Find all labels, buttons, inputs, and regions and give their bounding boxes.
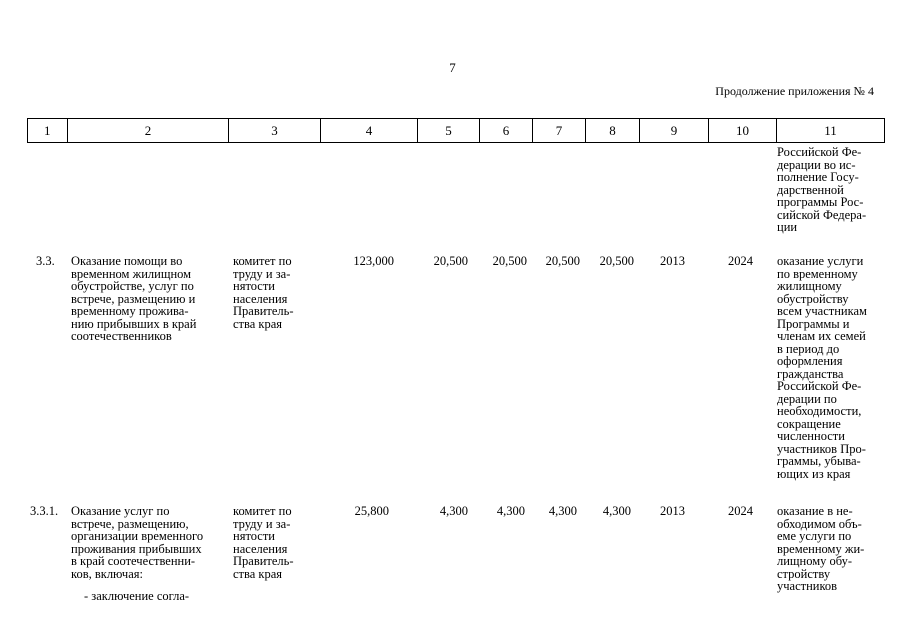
column-header: 11 <box>777 119 885 143</box>
row-year2: 4,300 <box>496 504 525 518</box>
column-header: 7 <box>533 119 586 143</box>
row-end-year: 2024 <box>728 254 753 268</box>
row-year1: 20,500 <box>433 254 468 268</box>
row-result: оказание услуги по временному жилищному обустройству всем участникам Программы и членам их семей в период до оформления гражданства Российской Фе- дерации по необходимости, сокращение численности участников Про- граммы, убыва- ющих из края <box>777 254 867 481</box>
row-result: оказание в не- обходимом объ- еме услуги по временному жи- лищному обу- стройству участников <box>777 504 865 593</box>
column-header: 4 <box>321 119 418 143</box>
column-header: 10 <box>709 119 777 143</box>
row-number: 3.3. <box>36 254 55 268</box>
row-number: 3.3.1. <box>30 504 59 518</box>
column-header: 9 <box>640 119 709 143</box>
row-total: 25,800 <box>354 504 389 518</box>
row-total: 123,000 <box>353 254 394 268</box>
continuation-note: Продолжение приложения № 4 <box>715 84 874 98</box>
row-year3: 20,500 <box>545 254 580 268</box>
row-executor: комитет по труду и за- нятости населения Правитель- ства края <box>233 254 294 331</box>
row-year4: 20,500 <box>599 254 634 268</box>
column-header: 8 <box>586 119 640 143</box>
column-header: 3 <box>229 119 321 143</box>
row-title: Оказание услуг по встрече, размещению, организации временного проживания прибывших в край соотечественни- ков, включая: <box>71 504 204 581</box>
row-start-year: 2013 <box>660 504 685 518</box>
row-title: Оказание помощи во временном жилищном обустройстве, услуг по встрече, размещению и временному прожива- нию прибывших в край соотечественников <box>71 254 197 343</box>
column-header: 5 <box>418 119 480 143</box>
column-header-row <box>27 118 885 143</box>
row-year4: 4,300 <box>602 504 631 518</box>
row-executor: комитет по труду и за- нятости населения Правитель- ства края <box>233 504 294 581</box>
row-end-year: 2024 <box>728 504 753 518</box>
column-header: 6 <box>480 119 533 143</box>
row-start-year: 2013 <box>660 254 685 268</box>
row-year2: 20,500 <box>492 254 527 268</box>
row-year1: 4,300 <box>439 504 468 518</box>
carryover-result-text: Российской Фе- дерации во ис- полнение Госу- дарственной программы Рос- сийской Федера- ции <box>777 145 867 234</box>
row-title-sublist: - заключение согла- <box>84 589 190 603</box>
column-header: 1 <box>28 119 68 143</box>
page-number: 7 <box>449 60 456 75</box>
column-header: 2 <box>68 119 229 143</box>
row-year3: 4,300 <box>548 504 577 518</box>
